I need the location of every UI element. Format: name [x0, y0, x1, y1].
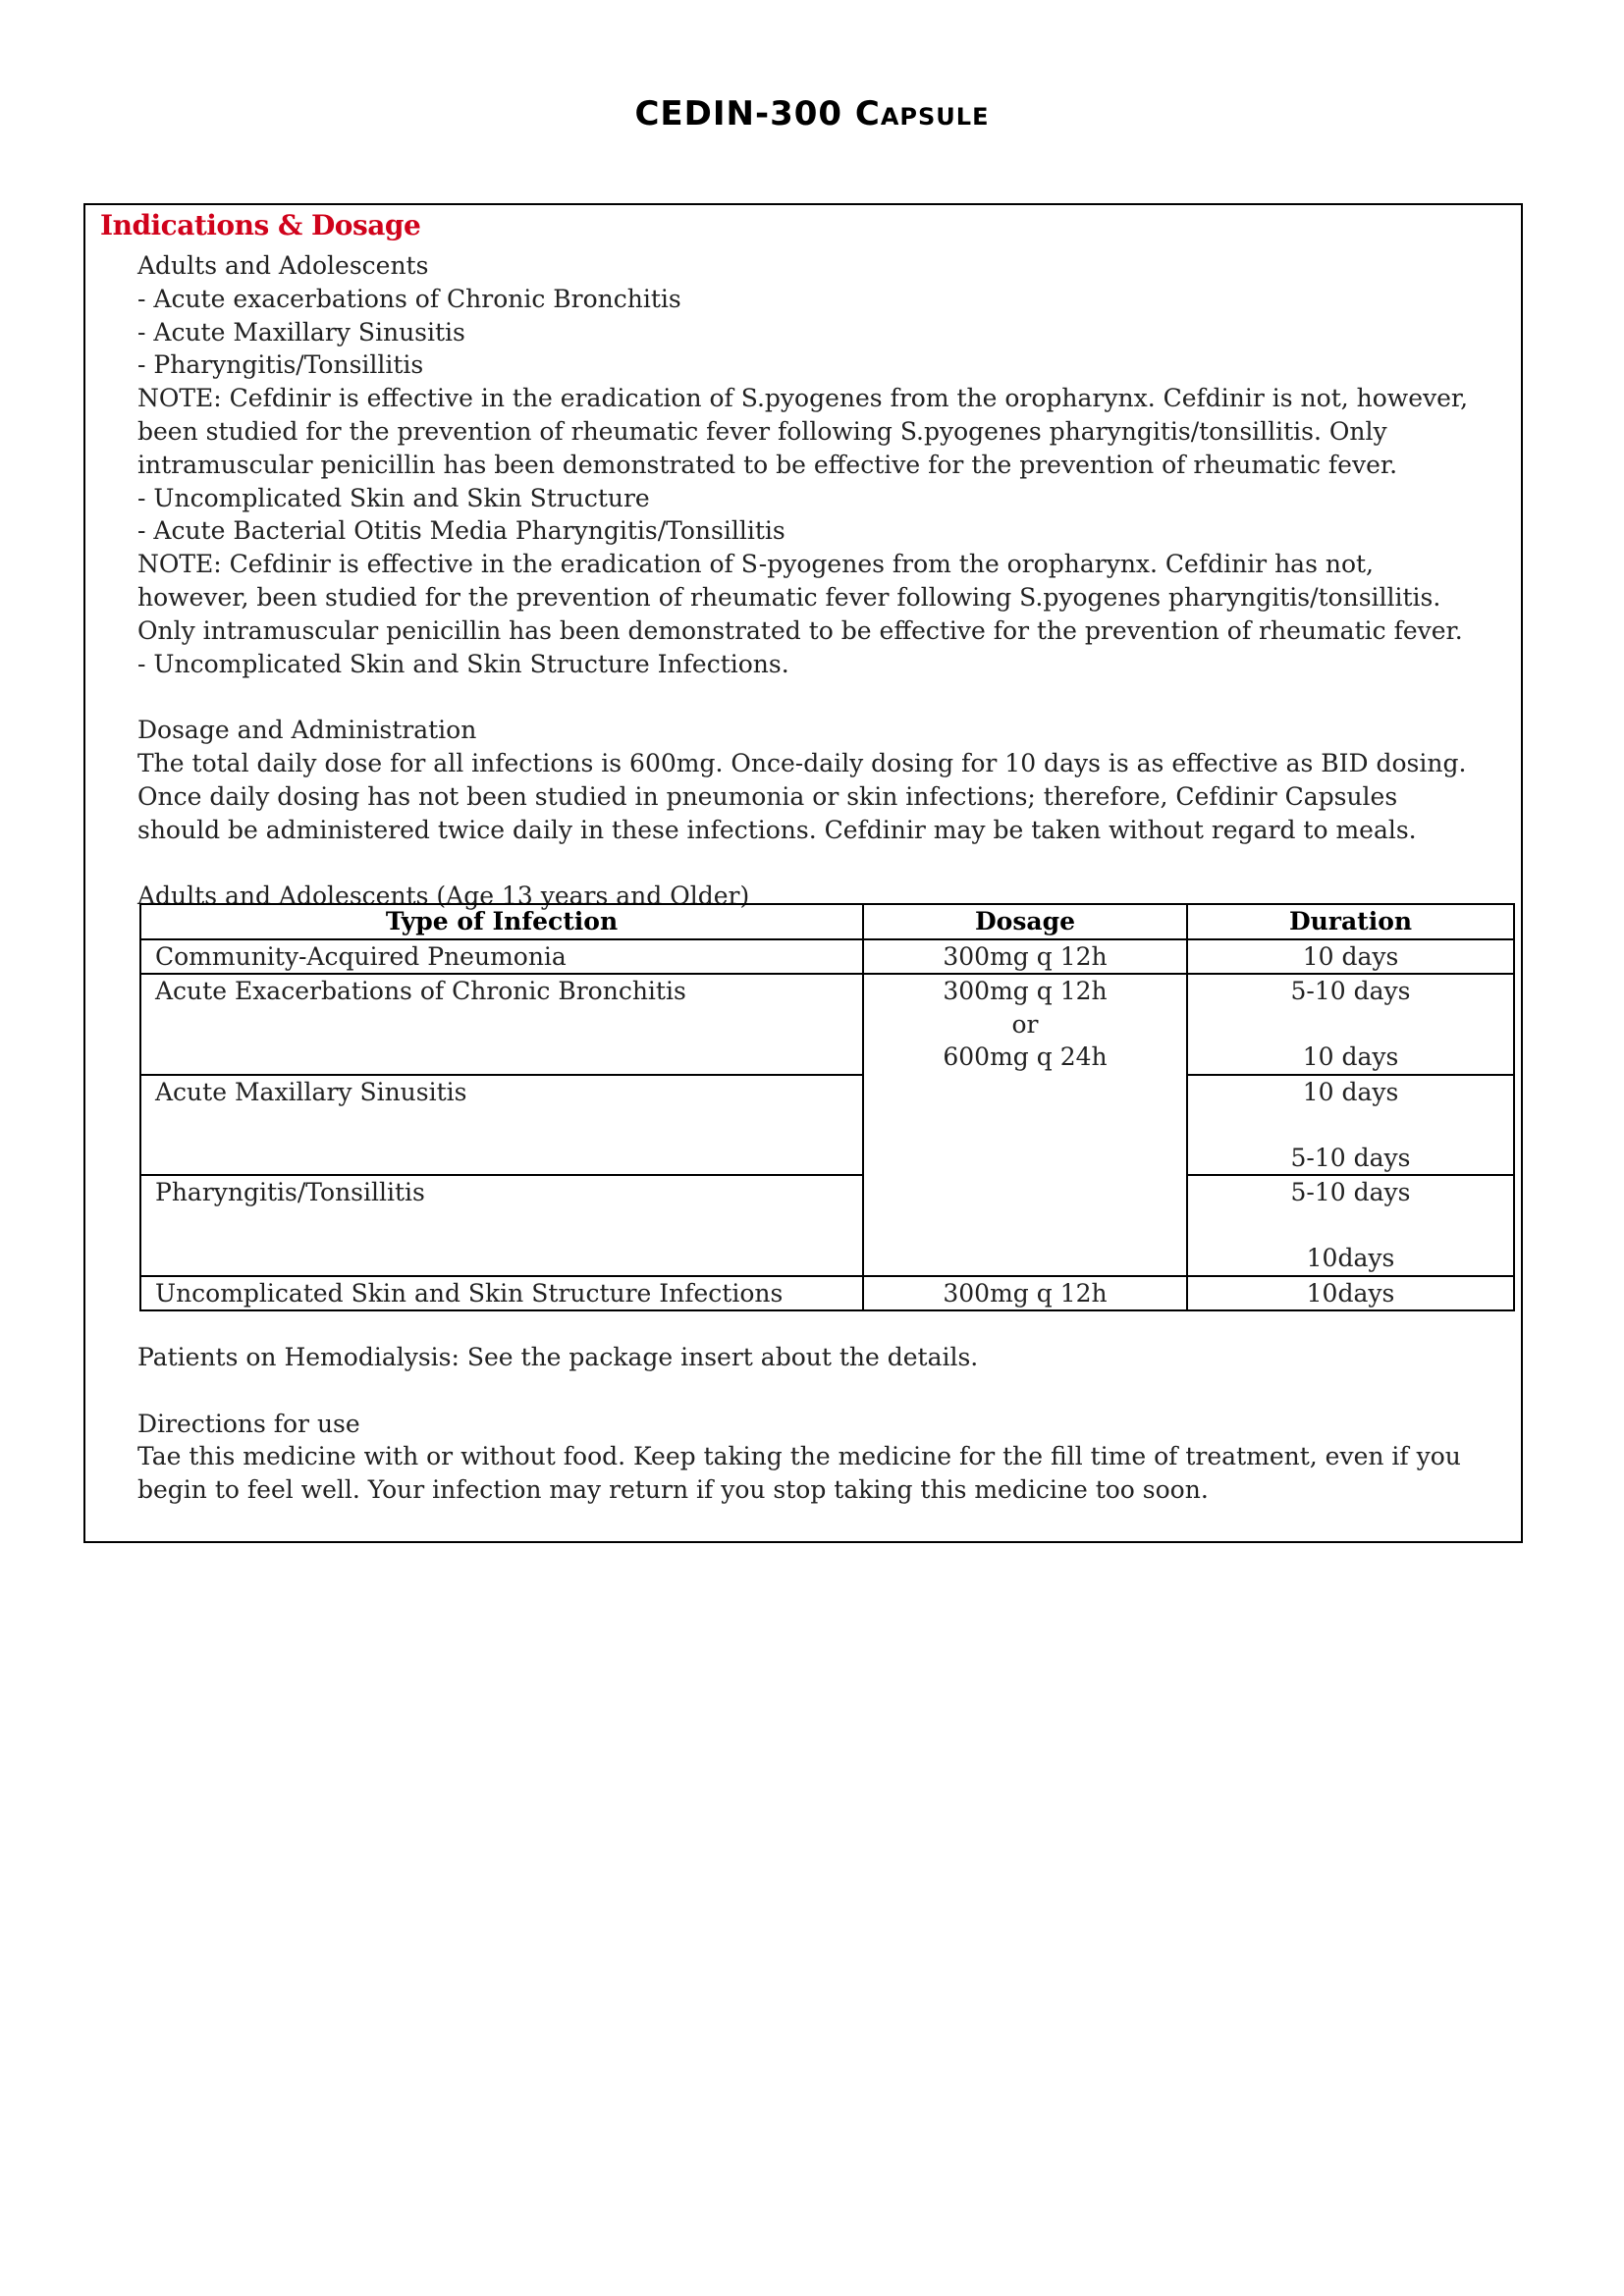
table-header-duration: Duration	[1187, 904, 1514, 939]
table-header-type: Type of Infection	[140, 904, 863, 939]
cell-duration: 10 days	[1187, 939, 1514, 975]
cell-dosage: 300mg q 12h	[863, 1276, 1187, 1311]
text-line: Tae this medicine with or without food. Keep taking the medicine for the fill time of treatment, even if you	[137, 1442, 1461, 1471]
text-line: NOTE: Cefdinir is effective in the eradication of S-pyogenes from the oropharynx. Cefdinir has not,	[137, 550, 1375, 579]
cell-infection-type: Community-Acquired Pneumonia	[140, 939, 863, 975]
cell-duration	[1187, 1175, 1514, 1276]
table-header-dosage: Dosage	[863, 904, 1187, 939]
dosage-line: 300mg q 12h	[943, 977, 1108, 1005]
text-line: - Uncomplicated Skin and Skin Structure Infections.	[137, 649, 789, 678]
text-line: should be administered twice daily in these infections. Cefdinir may be taken without regard to meals.	[137, 815, 1417, 844]
subheading-directions: Directions for use	[137, 1409, 360, 1438]
cell-infection-type: Pharyngitis/Tonsillitis	[140, 1175, 863, 1276]
cell-dosage-merged	[863, 974, 1187, 1276]
table-row	[140, 1175, 1514, 1276]
text-line: Only intramuscular penicillin has been demonstrated to be effective for the prevention of rheumatic fever.	[137, 615, 1463, 645]
section-heading: Indications & Dosage	[100, 209, 421, 241]
cell-duration	[1187, 974, 1514, 1075]
duration-line: 5-10 days	[1290, 1178, 1411, 1206]
text-line: - Acute Maxillary Sinusitis	[137, 317, 465, 347]
page-title: CEDIN-300 Capsule	[634, 94, 990, 133]
table-row	[140, 974, 1514, 1075]
text-line: NOTE: Cefdinir is effective in the eradication of S.pyogenes from the oropharynx. Cefdinir is not, however,	[137, 384, 1469, 413]
indications-text	[137, 249, 1591, 913]
duration-line: 10 days	[1302, 1077, 1399, 1106]
subheading-dosage-administration: Dosage and Administration	[137, 716, 477, 745]
text-line: - Pharyngitis/Tonsillitis	[137, 350, 424, 380]
cell-infection-type: Uncomplicated Skin and Skin Structure Infections	[140, 1276, 863, 1311]
text-line: been studied for the prevention of rheumatic fever following S.pyogenes pharyngitis/tonsillitis. Only	[137, 416, 1387, 446]
cell-infection-type: Acute Maxillary Sinusitis	[140, 1075, 863, 1176]
text-line: however, been studied for the prevention of rheumatic fever following S.pyogenes pharyngitis/tonsillitis.	[137, 582, 1441, 612]
table-header-row	[140, 904, 1514, 939]
duration-line: 10days	[1306, 1244, 1395, 1272]
text-line: The total daily dose for all infections is 600mg. Once-daily dosing for 10 days is as effective as BID dosing.	[137, 748, 1467, 777]
dosing-table	[139, 903, 1515, 1311]
text-line: begin to feel well. Your infection may return if you stop taking this medicine too soon.	[137, 1475, 1209, 1505]
cell-dosage: 300mg q 12h	[863, 939, 1187, 975]
text-line: - Uncomplicated Skin and Skin Structure	[137, 483, 650, 512]
table-row	[140, 1075, 1514, 1176]
text-line: intramuscular penicillin has been demonstrated to be effective for the prevention of rheumatic fever.	[137, 450, 1398, 479]
duration-line: 5-10 days	[1290, 1143, 1411, 1172]
table-row	[140, 1276, 1514, 1311]
hemodialysis-note: Patients on Hemodialysis: See the package insert about the details.	[137, 1343, 979, 1371]
cell-duration	[1187, 1075, 1514, 1176]
content-box	[83, 203, 1523, 1543]
duration-line: 5-10 days	[1290, 977, 1411, 1005]
table-caption: Adults and Adolescents (Age 13 years and Older)	[137, 881, 750, 911]
cell-duration: 10days	[1187, 1276, 1514, 1311]
text-line: - Acute exacerbations of Chronic Bronchitis	[137, 284, 681, 313]
dosage-line: 600mg q 24h	[943, 1042, 1108, 1071]
text-line: Once daily dosing has not been studied in pneumonia or skin infections; therefore, Cefdinir Capsules	[137, 781, 1398, 811]
dosage-line: or	[1011, 1009, 1039, 1039]
closing-text	[137, 1341, 1591, 1507]
text-line: - Acute Bacterial Otitis Media Pharyngitis/Tonsillitis	[137, 516, 785, 546]
table-row	[140, 939, 1514, 975]
text-line: Adults and Adolescents	[137, 251, 429, 280]
duration-line: 10 days	[1302, 1042, 1399, 1071]
cell-infection-type: Acute Exacerbations of Chronic Bronchitis	[140, 974, 863, 1075]
